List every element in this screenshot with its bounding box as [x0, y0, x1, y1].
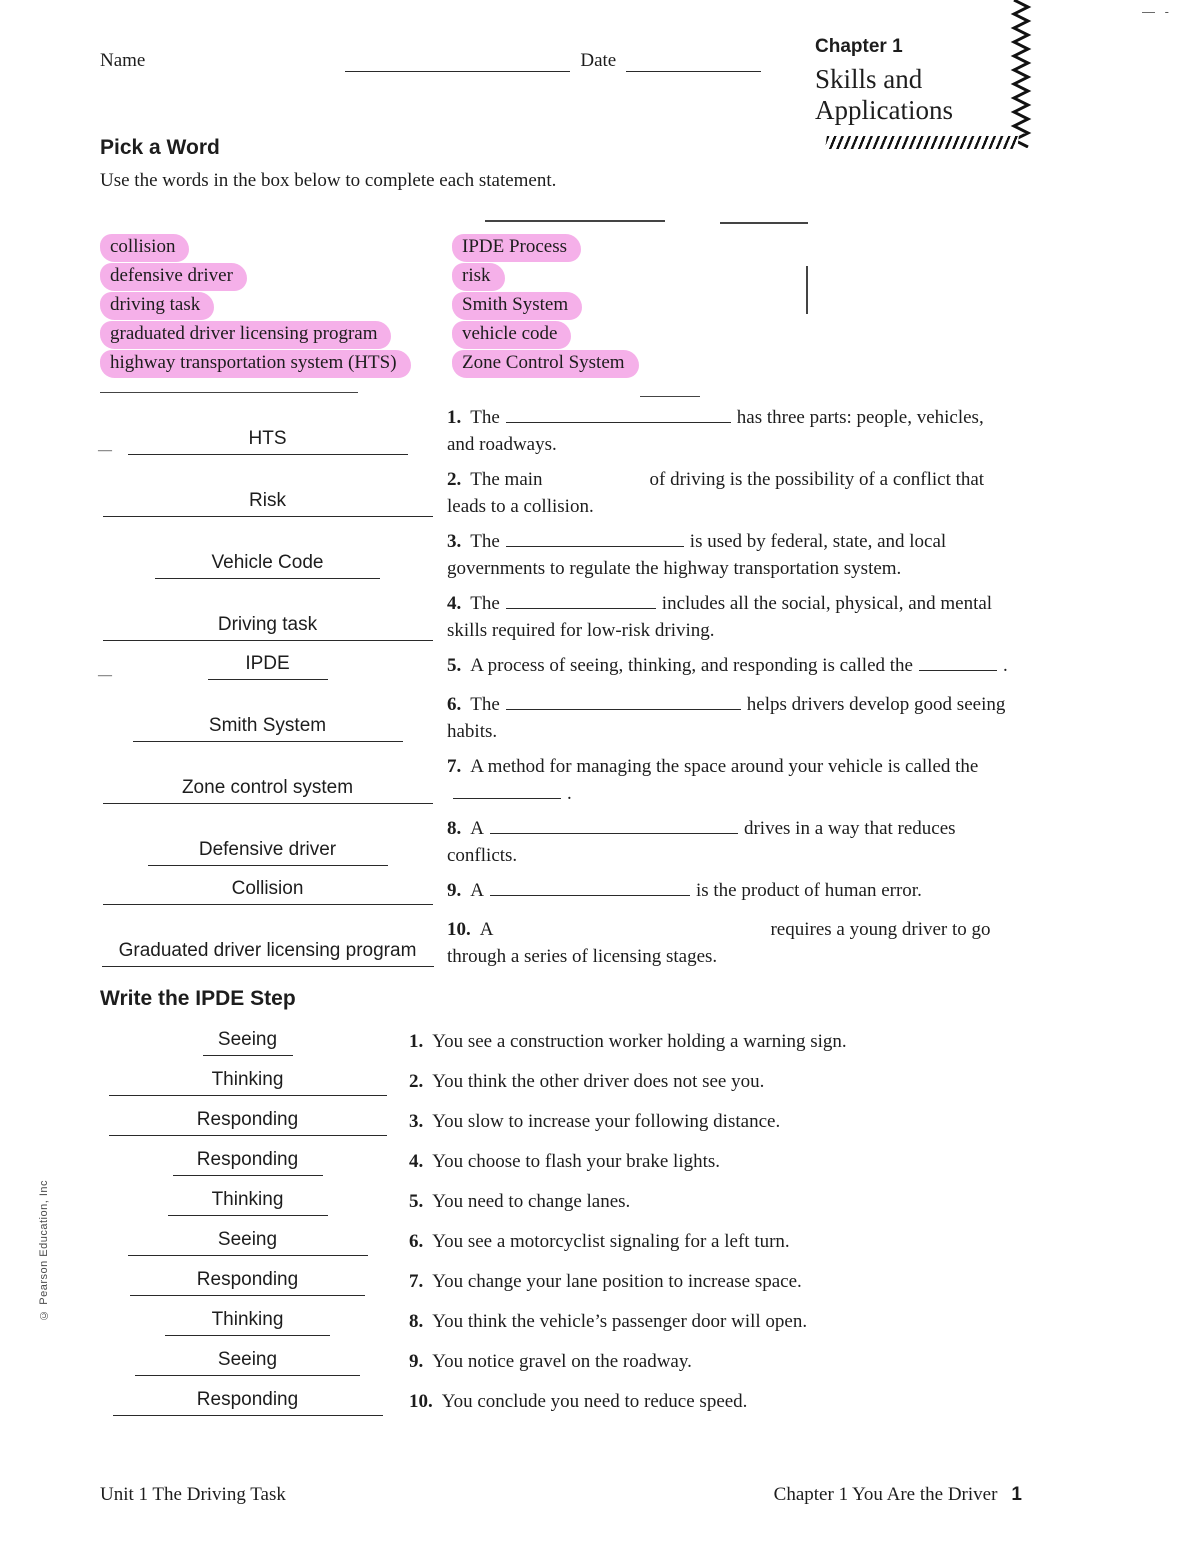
ipde-number: 4. — [409, 1150, 424, 1172]
word-box — [100, 234, 820, 379]
ipde-row — [100, 1069, 1015, 1099]
question-post: of driving is the possibility of a conflict that leads to a collision. — [447, 469, 985, 517]
scan-corner-marks: — - — [1142, 4, 1172, 19]
word-box-item: Zone Control System — [452, 350, 639, 378]
question-blank[interactable] — [490, 878, 690, 896]
question-text — [447, 467, 1015, 521]
ipde-answer-blank[interactable] — [100, 1069, 395, 1099]
pick-a-word-heading: Pick a Word — [100, 136, 220, 160]
ipde-number: 9. — [409, 1350, 424, 1372]
footer — [100, 1484, 1022, 1506]
question-pre: A — [479, 918, 494, 940]
scan-line-artifact — [640, 396, 700, 398]
ipde-number: 5. — [409, 1190, 424, 1212]
ipde-statement-text: You slow to increase your following distance. — [432, 1110, 781, 1132]
answer-blank[interactable] — [100, 467, 435, 521]
question-number: 10. — [447, 918, 471, 940]
ipde-number: 7. — [409, 1270, 424, 1292]
ipde-answer-blank[interactable] — [100, 1349, 395, 1379]
question-pre: The main — [470, 469, 543, 491]
ipde-statement — [409, 1029, 1015, 1059]
question-number: 3. — [447, 530, 462, 552]
question-number: 9. — [447, 879, 462, 901]
ipde-answer-blank[interactable] — [100, 1149, 395, 1179]
ipde-row — [100, 1109, 1015, 1139]
copyright-vertical: © Pearson Education, Inc — [38, 1180, 50, 1321]
hatch-border-icon — [825, 136, 1019, 149]
ipde-row — [100, 1189, 1015, 1219]
ipde-statement — [409, 1389, 1015, 1419]
answer-text: Zone control system — [103, 777, 433, 804]
question-post: has three parts: people, vehicles, and roadways. — [447, 407, 984, 456]
word-box-item: graduated driver licensing program — [100, 321, 391, 349]
ipde-statement-text: You need to change lanes. — [432, 1190, 631, 1212]
question-number: 7. — [447, 755, 462, 777]
question-post: includes all the social, physical, and mental skills required for low-risk driving. — [447, 592, 993, 641]
ipde-statement-text: You change your lane position to increase space. — [432, 1270, 802, 1292]
ipde-row — [100, 1149, 1015, 1179]
ipde-answer-text: Seeing — [203, 1029, 293, 1056]
date-label: Date — [580, 50, 617, 71]
ipde-answer-text: Responding — [130, 1269, 365, 1296]
ipde-statement — [409, 1269, 1015, 1299]
ipde-answer-blank[interactable] — [100, 1029, 395, 1059]
question-text — [447, 878, 1015, 909]
zigzag-border-icon — [1010, 0, 1032, 148]
question-pre: The — [470, 407, 500, 429]
worksheet-title — [815, 64, 1015, 126]
answer-blank[interactable] — [100, 405, 435, 459]
question-row — [100, 529, 1015, 583]
question-text — [447, 754, 1015, 808]
word-box-right-column — [452, 234, 639, 379]
page-number: 1 — [1011, 1484, 1022, 1505]
question-row — [100, 917, 1015, 971]
ipde-statement-text: You choose to flash your brake lights. — [432, 1150, 721, 1172]
answer-blank[interactable] — [100, 816, 435, 870]
question-blank[interactable] — [453, 781, 561, 799]
ipde-number: 6. — [409, 1230, 424, 1252]
ipde-answer-text: Thinking — [109, 1069, 387, 1096]
ipde-statement-text: You see a motorcyclist signaling for a left turn. — [432, 1230, 790, 1252]
ipde-row — [100, 1269, 1015, 1299]
answer-text: — HTS — [128, 428, 408, 455]
word-box-item: vehicle code — [452, 321, 571, 349]
word-box-item: highway transportation system (HTS) — [100, 350, 411, 378]
question-pre: A — [470, 817, 484, 839]
scan-line-artifact — [720, 222, 808, 224]
question-blank[interactable] — [499, 918, 764, 935]
question-pre: A method for managing the space around your vehicle is called the — [470, 755, 979, 777]
question-text — [447, 692, 1015, 746]
question-row — [100, 878, 1015, 909]
ipde-answer-blank[interactable] — [100, 1229, 395, 1259]
ipde-row — [100, 1229, 1015, 1259]
ipde-answer-blank[interactable] — [100, 1269, 395, 1299]
ipde-statement — [409, 1229, 1015, 1259]
question-row — [100, 653, 1015, 684]
question-blank[interactable] — [490, 816, 738, 834]
ipde-statement-text: You see a construction worker holding a warning sign. — [432, 1030, 847, 1052]
ipde-statement — [409, 1309, 1015, 1339]
header — [100, 36, 1015, 126]
answer-blank[interactable] — [100, 692, 435, 746]
answer-text: Collision — [103, 878, 433, 905]
question-number: 5. — [447, 654, 462, 676]
scan-line-artifact — [806, 266, 808, 314]
ipde-statement — [409, 1189, 1015, 1219]
ipde-statement-text: You think the other driver does not see you. — [432, 1070, 765, 1092]
answer-blank[interactable] — [100, 591, 435, 645]
question-number: 4. — [447, 592, 462, 614]
scan-line-artifact — [485, 220, 665, 222]
question-row — [100, 591, 1015, 645]
ipde-row — [100, 1309, 1015, 1339]
question-post: drives in a way that reduces conflicts. — [447, 817, 956, 866]
question-post: is the product of human error. — [695, 879, 922, 901]
ipde-answer-blank[interactable] — [100, 1309, 395, 1339]
ipde-statement-text: You conclude you need to reduce speed. — [441, 1390, 748, 1412]
ipde-answer-text: Thinking — [165, 1309, 330, 1336]
question-row — [100, 816, 1015, 870]
date-input-line[interactable] — [626, 51, 761, 72]
question-pre: The — [470, 592, 500, 614]
question-post: is used by federal, state, and local governments to regulate the highway transportation system. — [447, 530, 947, 579]
answer-blank[interactable] — [100, 754, 435, 808]
ipde-answer-text: Responding — [109, 1109, 387, 1136]
question-pre: A — [470, 879, 484, 901]
ipde-number: 2. — [409, 1070, 424, 1092]
chapter-block — [815, 36, 1015, 126]
question-pre: A process of seeing, thinking, and responding is called the — [470, 654, 913, 676]
ipde-statement-text: You notice gravel on the roadway. — [432, 1350, 692, 1372]
question-blank[interactable] — [919, 653, 997, 671]
name-input-line[interactable] — [345, 51, 570, 72]
pick-a-word-questions — [100, 405, 1015, 971]
word-box-left-column — [100, 234, 452, 379]
word-box-item: Smith System — [452, 292, 582, 320]
question-number: 6. — [447, 693, 462, 715]
answer-text: Graduated driver licensing program — [102, 940, 434, 967]
question-blank[interactable] — [506, 405, 731, 423]
ipde-statement — [409, 1109, 1015, 1139]
question-number: 2. — [447, 469, 462, 491]
question-post: requires a young driver to go through a series of licensing stages. — [447, 918, 991, 967]
worksheet-title-line2: Applications — [815, 95, 953, 126]
ipde-row — [100, 1029, 1015, 1059]
ipde-row — [100, 1349, 1015, 1379]
question-blank[interactable] — [549, 468, 644, 485]
question-text — [447, 917, 1015, 971]
question-blank[interactable] — [506, 529, 684, 547]
ipde-answer-text: Responding — [173, 1149, 323, 1176]
question-post: . — [567, 782, 572, 804]
answer-blank[interactable] — [100, 653, 435, 684]
question-text — [447, 529, 1015, 583]
footer-unit: Unit 1 The Driving Task — [100, 1484, 286, 1505]
answer-text: — IPDE — [208, 653, 328, 680]
ipde-statement — [409, 1149, 1015, 1179]
answer-text: Smith System — [133, 715, 403, 742]
question-text — [447, 405, 1015, 459]
worksheet-title-line1: Skills and — [815, 64, 923, 94]
ipde-row — [100, 1389, 1015, 1419]
answer-blank[interactable] — [100, 917, 435, 971]
question-text — [447, 816, 1015, 870]
footer-chapter-text: Chapter 1 You Are the Driver — [773, 1484, 998, 1505]
ipde-answer-text: Responding — [113, 1389, 383, 1416]
question-row — [100, 692, 1015, 746]
ipde-heading: Write the IPDE Step — [100, 986, 296, 1010]
question-text — [447, 591, 1015, 645]
question-blank[interactable] — [506, 692, 741, 710]
word-box-item: IPDE Process — [452, 234, 581, 262]
ipde-answer-text: Seeing — [135, 1349, 360, 1376]
answer-text: Driving task — [103, 614, 433, 641]
ipde-number: 8. — [409, 1310, 424, 1332]
question-number: 8. — [447, 817, 462, 839]
ipde-number: 10. — [409, 1390, 433, 1412]
ipde-answer-blank[interactable] — [100, 1389, 395, 1419]
word-box-item: risk — [452, 263, 505, 291]
footer-chapter — [774, 1484, 1022, 1506]
ipde-answer-blank[interactable] — [100, 1189, 395, 1219]
answer-blank[interactable] — [100, 878, 435, 909]
answer-text: Risk — [103, 490, 433, 517]
answer-blank[interactable] — [100, 529, 435, 583]
ipde-statement — [409, 1349, 1015, 1379]
question-pre: The — [470, 530, 500, 552]
question-row — [100, 467, 1015, 521]
ipde-rows — [100, 1029, 1015, 1419]
ipde-answer-text: Seeing — [128, 1229, 368, 1256]
ipde-number: 3. — [409, 1110, 424, 1132]
question-post: helps drivers develop good seeing habits. — [447, 693, 1006, 742]
question-post: . — [1002, 654, 1008, 676]
question-row — [100, 405, 1015, 459]
word-box-item: defensive driver — [100, 263, 247, 291]
question-number: 1. — [447, 407, 462, 429]
name-date-row — [100, 50, 771, 72]
question-pre: The — [470, 693, 500, 715]
answer-text: Defensive driver — [148, 839, 388, 866]
ipde-statement — [409, 1069, 1015, 1099]
question-row — [100, 754, 1015, 808]
chapter-label: Chapter 1 — [815, 36, 903, 57]
question-text — [447, 653, 1015, 684]
ipde-statement-text: You think the vehicle’s passenger door will open. — [432, 1310, 808, 1332]
question-blank[interactable] — [506, 591, 656, 609]
word-box-item: collision — [100, 234, 189, 262]
ipde-number: 1. — [409, 1030, 424, 1052]
ipde-answer-blank[interactable] — [100, 1109, 395, 1139]
answer-text: Vehicle Code — [155, 552, 380, 579]
word-box-item: driving task — [100, 292, 214, 320]
ipde-answer-text: Thinking — [168, 1189, 328, 1216]
scan-line-artifact — [100, 392, 358, 394]
instructions: Use the words in the box below to complete each statement. — [100, 170, 557, 192]
name-label: Name — [100, 50, 146, 71]
